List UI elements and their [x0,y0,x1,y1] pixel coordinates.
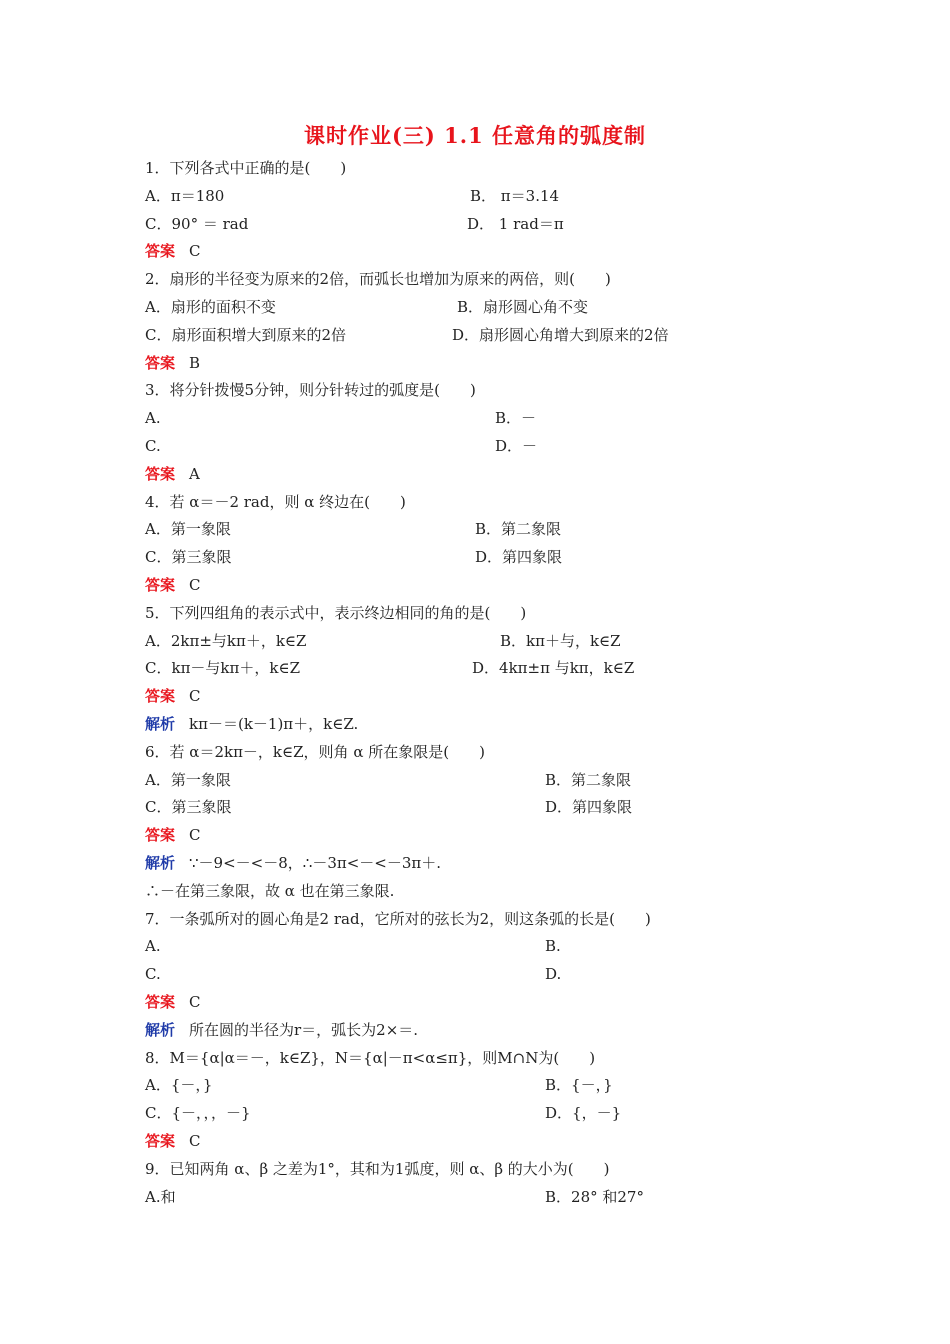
answer-line-value: C [189,1132,201,1150]
question-stem: 4．若 α＝－2 rad，则 α 终边在( ) [145,492,406,511]
option: A. [145,937,161,956]
option: C．{－，，，－} [145,1104,251,1123]
answer-line [145,992,201,1012]
answer-line [145,686,201,706]
explanation-continued: ∴－在第三象限，故 α 也在第三象限. [145,881,395,900]
answer-line-label: 答案 [145,464,176,483]
option: B．{－，} [545,1076,613,1095]
answer-line-value: B [189,353,201,372]
explanation-line [145,853,441,873]
option: B．第二象限 [475,520,562,539]
page-title: 课时作业(三) 1.1 任意角的弧度制 [303,123,647,148]
option: A．第一象限 [145,520,231,539]
explanation-line [145,1020,418,1040]
answer-line [145,353,200,373]
option: C．第三象限 [145,798,232,817]
option: D. [545,965,562,984]
option: D．第四象限 [475,548,563,567]
option: B. [545,937,561,956]
option: A．{－，} [145,1076,213,1095]
question-stem: 3．将分针拨慢5分钟，则分针转过的弧度是( ) [145,381,476,400]
answer-line-label: 答案 [145,1132,176,1150]
option: A. [145,409,161,428]
question-stem: 9．已知两角 α、β 之差为1°，其和为1弧度，则 α、β 的大小为( ) [145,1159,610,1178]
option: A．第一象限 [145,770,231,789]
option: B．kπ＋与，k∈Z [500,631,621,650]
question-stem: 1．下列各式中正确的是( ) [145,159,347,177]
explanation-line-value: ∵－9<－<－8，∴－3π<－<－3π＋. [189,854,442,872]
option: C. [145,965,161,984]
answer-line [145,575,201,595]
answer-line [145,1131,201,1151]
explanation-line-value: kπ－＝(k－1)π＋，k∈Z. [189,715,359,733]
answer-line-value: A [189,464,200,483]
option: D．－ [495,437,538,455]
explanation-line-label: 解析 [145,715,176,733]
answer-line [145,241,201,261]
answer-line-value: C [189,576,201,594]
answer-line-value: C [189,826,201,845]
option: B．28° 和27° [545,1187,644,1206]
answer-line-label: 答案 [145,353,176,372]
option: A．2kπ±与kπ＋，k∈Z [145,631,307,650]
option: C．90° ＝ rad [145,214,249,233]
answer-line-label: 答案 [145,826,176,845]
question-stem: 8．M＝{α|α＝－，k∈Z}，N＝{α|－π<α≤π}，则M∩N为( ) [145,1048,596,1067]
option: D．第四象限 [545,798,633,817]
option: B．扇形圆心角不变 [457,298,589,316]
option: B．－ [495,409,537,428]
option: D．{，－} [545,1104,622,1123]
option: C．扇形面积增大到原来的2倍 [145,325,347,344]
question-stem: 5．下列四组角的表示式中，表示终边相同的角的是( ) [145,603,527,622]
question-stem: 6．若 α＝2kπ－，k∈Z，则角 α 所在象限是( ) [145,742,485,761]
option: A．π＝180 [145,186,225,205]
option: D．扇形圆心角增大到原来的2倍 [452,325,669,344]
question-stem: 2．扇形的半径变为原来的2倍，而弧长也增加为原来的两倍，则( ) [145,270,611,289]
explanation-line-label: 解析 [145,854,176,872]
answer-line-value: C [189,687,201,706]
option: A.和 [145,1187,176,1206]
answer-line [145,825,201,845]
option: C．第三象限 [145,548,232,567]
answer-line-label: 答案 [145,576,176,594]
answer-line-value: C [189,993,201,1011]
answer-line-label: 答案 [145,993,176,1011]
option: C．kπ－与kπ＋，k∈Z [145,659,300,678]
answer-line-label: 答案 [145,687,176,706]
explanation-line-label: 解析 [145,1020,176,1039]
option: C. [145,437,161,455]
option: B． π＝3.14 [470,186,560,205]
answer-line-value: C [189,242,201,261]
answer-line [145,464,200,484]
answer-line-label: 答案 [145,242,176,261]
option: D．4kπ±π 与kπ，k∈Z [472,659,635,678]
explanation-line [145,714,358,734]
explanation-line-value: 所在圆的半径为r＝，弧长为2×＝. [189,1020,419,1039]
option: B．第二象限 [545,770,632,789]
option: D． 1 rad＝π [467,214,564,233]
option: A．扇形的面积不变 [145,298,276,316]
question-stem: 7．一条弧所对的圆心角是2 rad，它所对的弦长为2，则这条弧的长是( ) [145,909,651,928]
